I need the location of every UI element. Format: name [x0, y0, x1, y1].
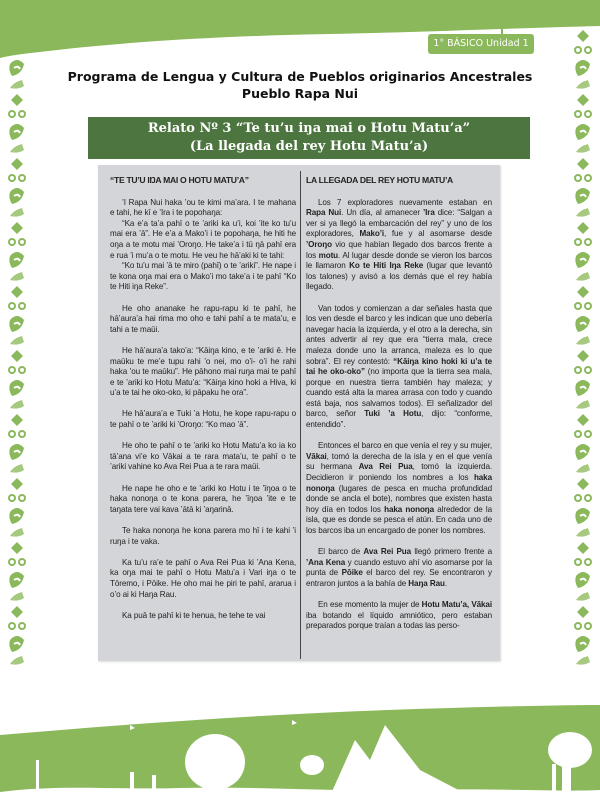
- rapanui-paragraph: He oho te pahī o te ’ariki ko Hotu Matu’a ko ia ko tā’ana vi’e ko Vākai a te rara mata’u, te pahī o te ’ariki vahine ko Ava Rei Pua a te rara maūi.: [110, 441, 296, 472]
- rapanui-heading: “TE TU’U IŊA MAI O HOTU MATU’A”: [110, 175, 249, 185]
- program-title: [60, 68, 540, 102]
- rapanui-paragraph: Te haka nonoŋa he kona parera mo hī i te kahi ’i ruŋa i te vaka.: [110, 526, 296, 546]
- bottom-landscape-decoration: [0, 700, 600, 800]
- story-title-spanish: (La llegada del rey Hotu Matu’a): [189, 139, 429, 154]
- rapanui-paragraph: ’I Rapa Nui haka ’ou te kimi ma’ara. I te mahana e tahi, he kī e ’Ira i te popohaŋa:: [110, 197, 296, 218]
- story-title-rapanui: Relato Nº 3 “Te tu’u iŋa mai o Hotu Matu’a”: [147, 121, 471, 136]
- spanish-column: [306, 173, 492, 643]
- rapanui-paragraph: Ka puā te pahī ki te henua, he tehe te vai: [122, 610, 266, 620]
- rapanui-paragraph: Ka tu’u ra’e te pahī o Ava Rei Pua ki ’Ana Kena, ka oŋa mai te pahī o Hotu Matu’a i Vari iŋa o te Tōremo, i Pōike. He oho mai he piri te pahī, ararua i o’o ai ki Haŋa Rau.: [110, 557, 296, 599]
- rapanui-paragraph: He nape he oho e te ’ariki ko Hotu i te ’īŋoa o te haka nonoŋa o te kona parera, he ’īŋoa ’ite e te taŋata tere vai kava ’ātā ki ’aŋarinā.: [110, 483, 296, 514]
- spanish-paragraph: Los 7 exploradores nuevamente estaban en Rapa Nui. Un día, al amanecer ’Ira dice: “Salgan a ver si ya llegó la embarcación del rey” y uno de los exploradores, Mako’i, fue y al asomarse desde ’Oroŋo vio que habían llegado dos barcos frente a los motu. Al lugar desde donde se vieron los barcos le llamaron Ko te Hiti Iŋa Reke (lugar que levantó los talones) y avisó a los demás que el rey había llegado.: [306, 197, 492, 292]
- rapanui-paragraph: “Ko tu’u mai ’ā te miro (pahī) o te ’ariki”. He nape i te kona oŋa mai era o Mako’i mo take’a i te pahī “Ko te Hiti iŋa Reke”.: [110, 261, 296, 292]
- spanish-heading: LA LLEGADA DEL REY HOTU MATU’A: [306, 175, 453, 185]
- spanish-paragraph: Van todos y comienzan a dar señales hasta que los ven desde el barco y les indican que uno debería navegar hacia la izquierda, y el otro a la derecha, sin antes advertir al rey que era “tierra mala, crece maleza donde uno la arranca, maleza es lo que sobra”. El rey contestó: “Kāiŋa kino hoki ki u’a te tai he oko-oko” (no importa que la tierra sea mala, porque en nuestra tierra también hay maleza; y cuando está alta la marea arrasa con todo y cuando está baja, nos salvamos todos). El señalizador del barco, señor Tuki ’a Hotu, dijo: “conforme, entendido”.: [306, 303, 492, 430]
- rapanui-paragraph: “Ka e’a ta’a pahī o te ’ariki ka u’i, koi ’ite ko tu’u mai era ’ā”. He e’a a Mako’i i te popohaŋa, he hiti he oŋa a te motu mai ’Oroŋo. He take’a i tū ŋā pahī era e rua ’i mu’a o te motu. He veu he hā’aki ki te tahi:: [110, 218, 296, 260]
- spanish-paragraph: El barco de Ava Rei Pua llegó primero frente a ’Ana Kena y cuando estuvo ahí vio asomarse por la punta de Pōike el barco del rey. Se encontraron y entraron juntos a la bahía de Haŋa Rau.: [306, 547, 493, 588]
- column-divider: [300, 171, 301, 659]
- bilingual-text-panel: [98, 165, 500, 661]
- left-ornament-border-icon: [6, 28, 28, 668]
- rapanui-column: [110, 173, 296, 632]
- spanish-paragraph: Entonces el barco en que venía el rey y su mujer, Vākai, tomó la derecha de la isla y en el que venía su hermana Ava Rei Pua, tomó la izquierda. Decidieron ir poniendo los nombres a los haka nonoŋa (lugares de pesca en mucha profundidad donde se ancla el bote), nombres que existen hasta hoy día en todos los haka nonoŋa alrededor de la isla, que es donde se pesca el atún. En cada uno de los barcos iba un encargado de poner los nombres.: [306, 441, 493, 535]
- right-ornament-border-icon: [572, 28, 594, 668]
- rapanui-paragraph: He oho ananake he rapu-rapu ki te pahī, he hā’aura’a hai rima mo oho e tahi pahī a te mata’u, e tahi a te maūi.: [110, 303, 296, 334]
- rapanui-paragraph: He hā’aura’a tako’a: “Kāiŋa kino, e te ’ariki ē. He maūku te me’e tupu rahi ’o nei, mo o’i- o’i he rahi haka ’ou te maūku”. He pāhono mai ruŋa mai te pahī e te ’ariki ko Hotu Matu’a: “Kāiŋa kino hoki a Hiva, ki u’a te tai he oko-oko, ki pāpaku he ora”.: [110, 345, 296, 398]
- grade-badge: 1° BÁSICO Unidad 1: [428, 34, 534, 54]
- spanish-paragraph: En ese momento la mujer de Hotu Matu’a, Vākai iba botando el líquido amniótico, pero estaban preparados porque traían a todas las perso-: [306, 600, 492, 631]
- story-title-banner: [88, 117, 530, 159]
- program-title-line1: Programa de Lengua y Cultura de Pueblos originarios Ancestrales: [67, 69, 533, 84]
- rapanui-paragraph: He hā’aura’a e Tuki ’a Hotu, he kope rapu-rapu o te pahī o te ’ariki ki ’Oroŋo: “Ko mao ’ā”.: [110, 409, 296, 430]
- program-title-line2: Pueblo Rapa Nui: [241, 86, 359, 101]
